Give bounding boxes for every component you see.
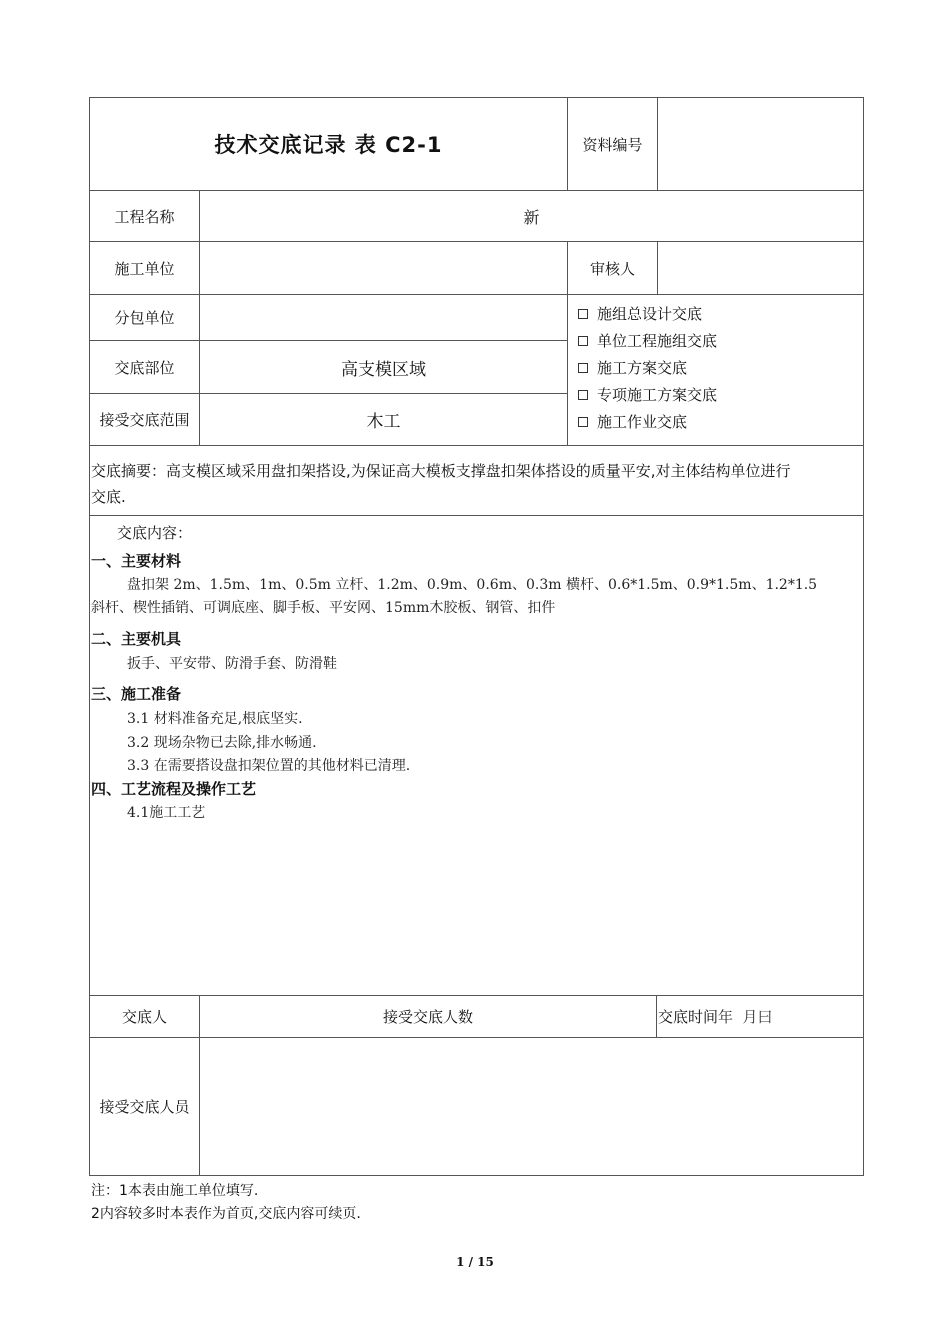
type-option-label: 施工作业交底 bbox=[597, 413, 688, 431]
checkbox-icon[interactable] bbox=[578, 309, 588, 319]
doc-no-field[interactable] bbox=[658, 98, 863, 190]
type-option-label: 单位工程施组交底 bbox=[597, 332, 718, 350]
page-number: 1 / 15 bbox=[456, 1255, 494, 1269]
reviewer-label: 审核人 bbox=[589, 259, 635, 278]
type-option-label: 施组总设计交底 bbox=[597, 305, 703, 323]
receivers-count-label: 接受交底人数 bbox=[382, 1008, 473, 1026]
date-cell[interactable] bbox=[658, 996, 863, 1037]
process-line-1: 4.1施工工艺 bbox=[127, 805, 206, 821]
summary-line-1: 交底摘要：高支模区域采用盘扣架搭设,为保证高大模板支撑盘扣架体搭设的质量平安,对主体结构单位进行 bbox=[91, 462, 791, 480]
section-title-process: 四、工艺流程及操作工艺 bbox=[91, 780, 257, 798]
type-option[interactable] bbox=[578, 411, 687, 432]
content-header: 交底内容： bbox=[117, 524, 193, 542]
project-name-label: 工程名称 bbox=[114, 207, 175, 226]
checkbox-icon[interactable] bbox=[578, 363, 588, 373]
type-option[interactable] bbox=[578, 330, 717, 351]
construction-unit-label: 施工单位 bbox=[114, 259, 175, 278]
checkbox-icon[interactable] bbox=[578, 390, 588, 400]
construction-unit-field[interactable] bbox=[200, 242, 567, 294]
section-title-preparation: 三、施工准备 bbox=[91, 685, 182, 703]
scope-label: 接受交底范围 bbox=[99, 411, 190, 429]
receivers-field[interactable] bbox=[200, 1038, 863, 1175]
tools-line-1: 扳手、平安带、防滑手套、防滑鞋 bbox=[127, 656, 337, 672]
type-option[interactable] bbox=[578, 384, 717, 405]
checkbox-icon[interactable] bbox=[578, 417, 588, 427]
date-value[interactable]: 年 月曰 bbox=[718, 1008, 773, 1026]
project-name-field[interactable]: 新 bbox=[523, 207, 540, 227]
section-title-materials: 一、主要材料 bbox=[91, 552, 182, 570]
materials-line-1: 盘扣架 2m、1.5m、1m、0.5m 立杆、1.2m、0.9m、0.6m、0.3m 横杆、0.6*1.5m、0.9*1.5m、1.2*1.5 bbox=[127, 577, 818, 593]
checkbox-icon[interactable] bbox=[578, 336, 588, 346]
preparation-item: 3.2 现场杂物已去除,排水畅通. bbox=[127, 735, 317, 751]
receivers-label: 接受交底人员 bbox=[99, 1098, 190, 1116]
summary-line-2: 交底. bbox=[91, 488, 126, 506]
page-title: 技术交底记录 表 C2-1 bbox=[214, 133, 443, 157]
note-1: 注：1本表由施工单位填写. bbox=[91, 1183, 259, 1199]
scope-field[interactable]: 木工 bbox=[366, 412, 401, 432]
type-option-label: 施工方案交底 bbox=[597, 359, 688, 377]
presenter-label: 交底人 bbox=[121, 1008, 167, 1026]
materials-line-2: 斜杆、楔性插销、可调底座、脚手板、平安网、15mm木胶板、钢管、扣件 bbox=[91, 600, 556, 616]
subcontractor-field[interactable] bbox=[200, 295, 567, 340]
doc-no-label: 资料编号 bbox=[582, 135, 643, 154]
location-label: 交底部位 bbox=[114, 358, 175, 377]
reviewer-field[interactable] bbox=[658, 242, 863, 294]
section-title-tools: 二、主要机具 bbox=[91, 630, 182, 648]
note-2: 2内容较多时本表作为首页,交底内容可续页. bbox=[91, 1206, 361, 1222]
preparation-item: 3.3 在需要搭设盘扣架位置的其他材料已清理. bbox=[127, 758, 411, 774]
subcontractor-label: 分包单位 bbox=[114, 309, 175, 327]
location-field[interactable]: 高支模区域 bbox=[341, 359, 426, 380]
date-label: 交底时间 bbox=[658, 1008, 719, 1026]
type-option-label: 专项施工方案交底 bbox=[597, 386, 718, 404]
type-option[interactable] bbox=[578, 303, 702, 324]
preparation-item: 3.1 材料准备充足,根底坚实. bbox=[127, 711, 303, 727]
type-option[interactable] bbox=[578, 357, 687, 378]
